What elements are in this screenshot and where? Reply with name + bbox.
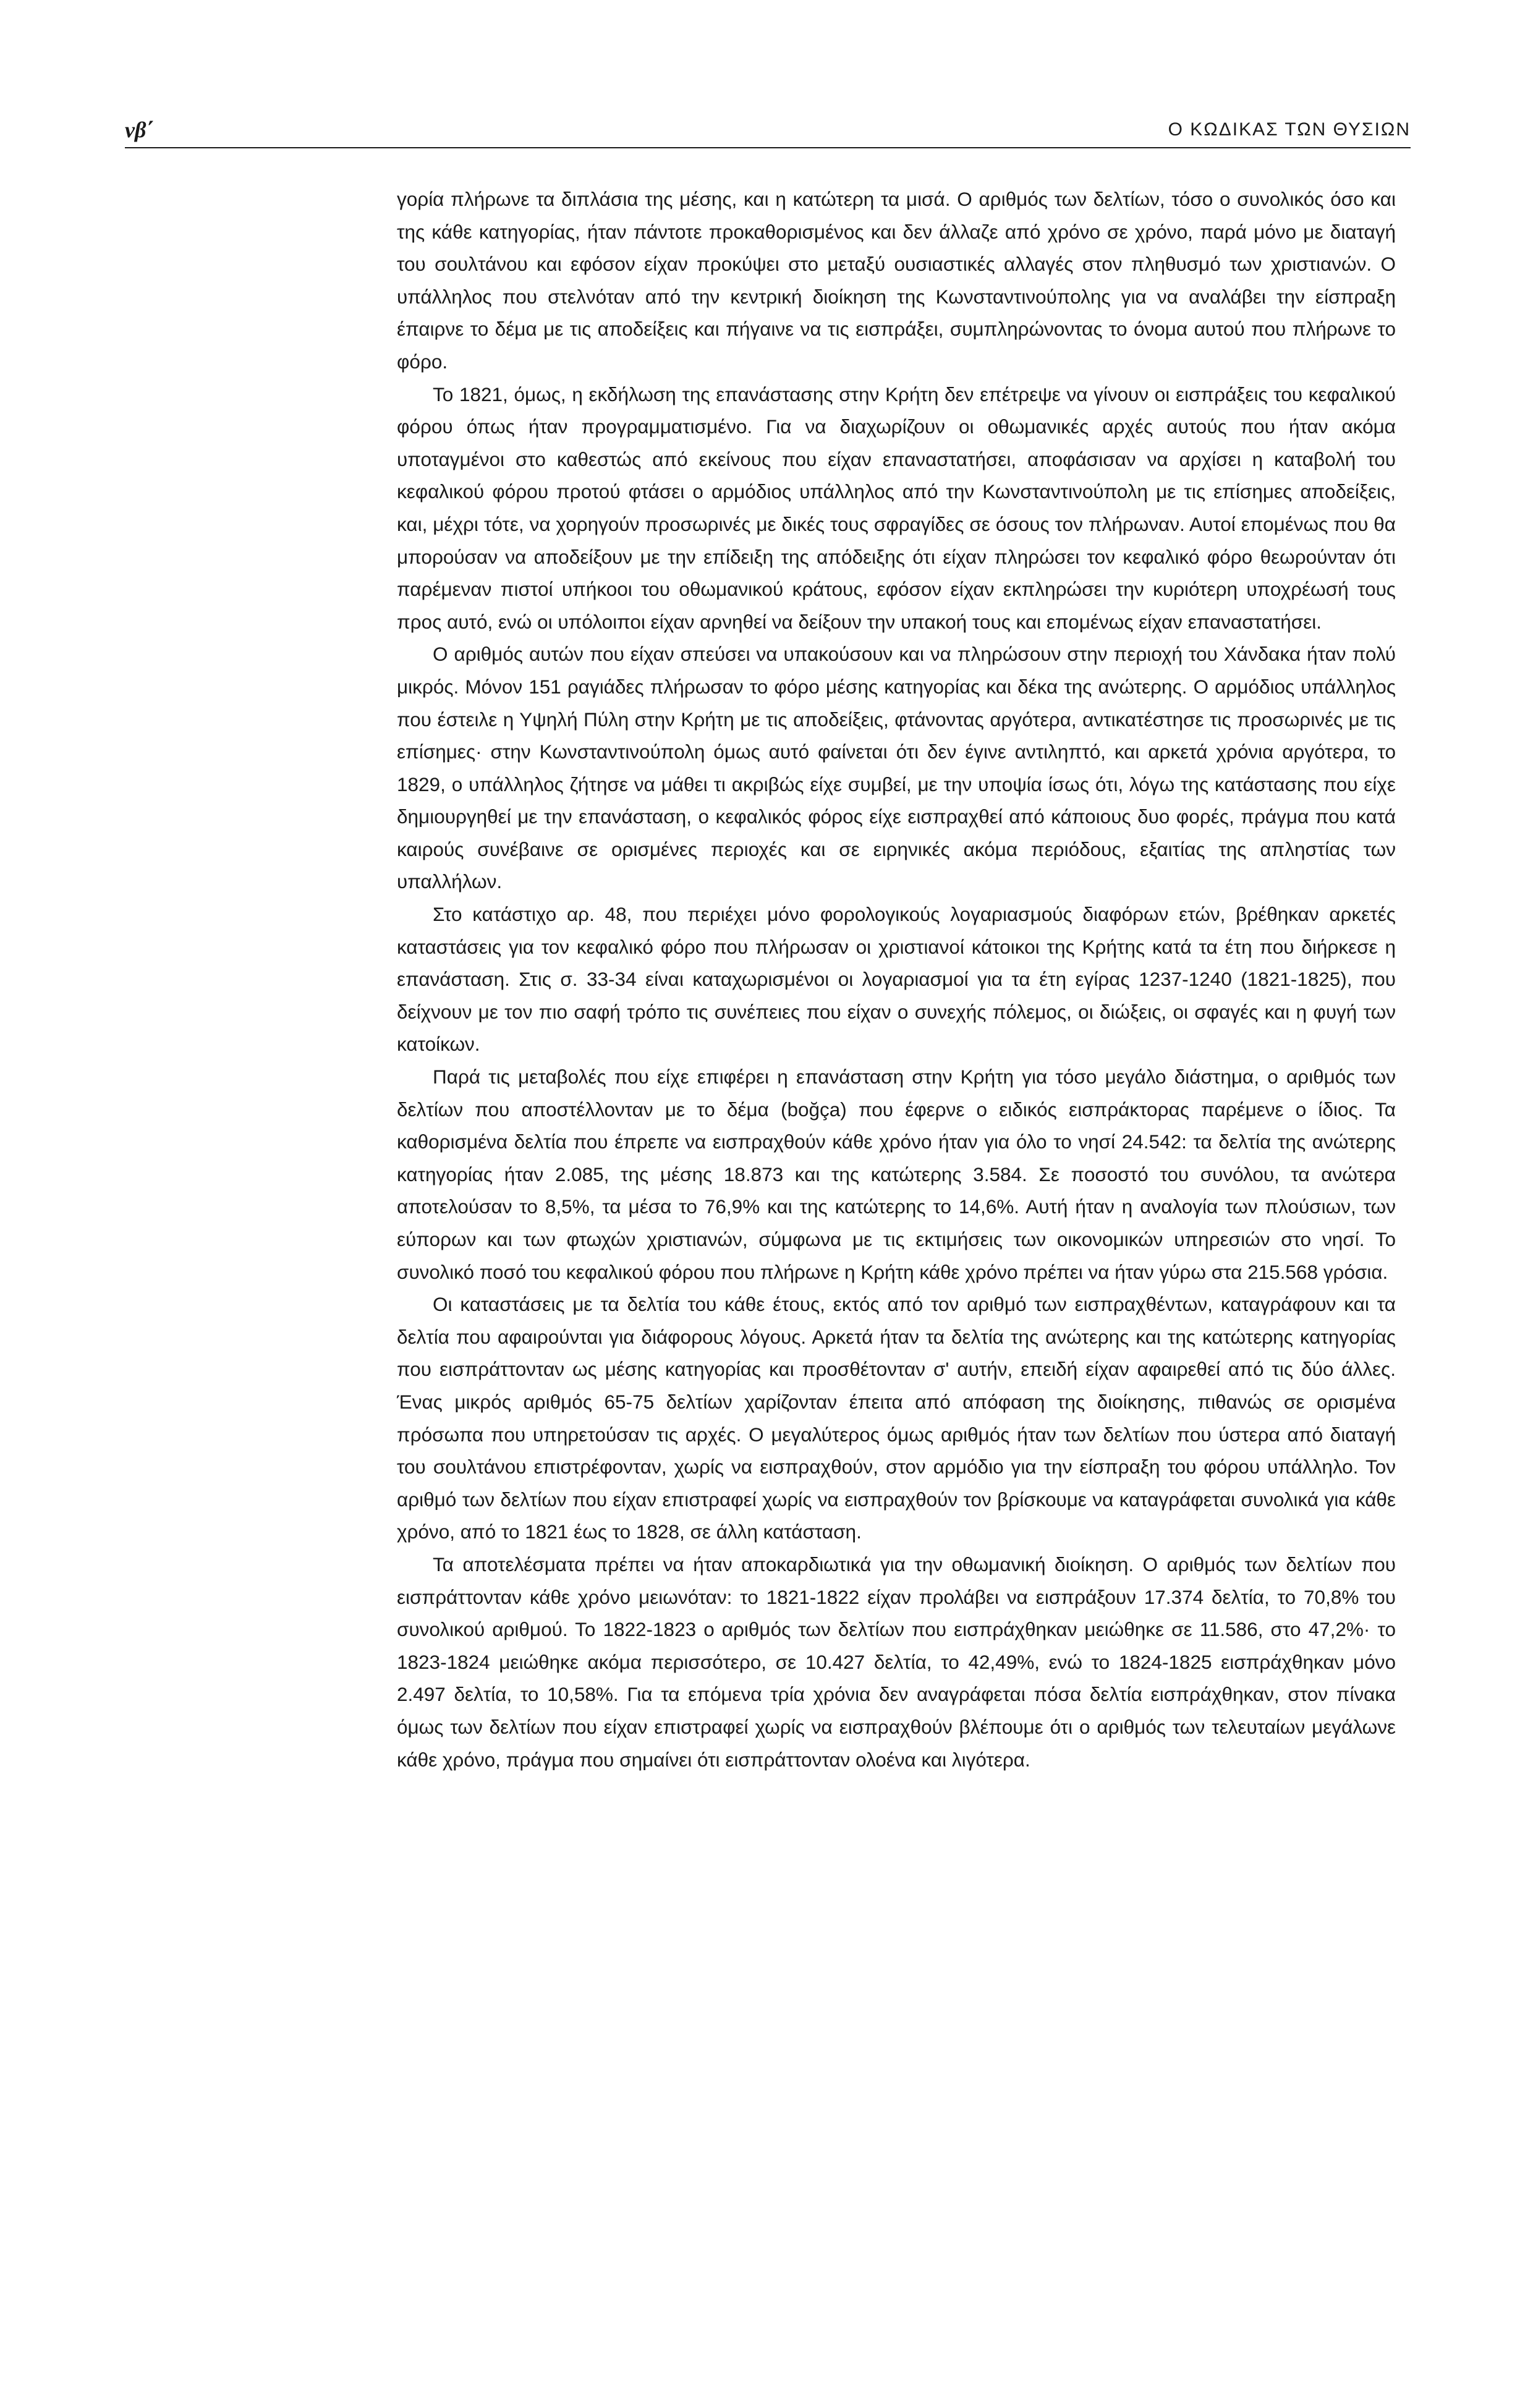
paragraph-3: Ο αριθμός αυτών που είχαν σπεύσει να υπακούσουν και να πληρώσουν στην περιοχή του Χάνδακα ήταν πολύ μικρός. Μόνον 151 ραγιάδες πλήρωσαν το φόρο μέσης κατηγορίας και δέκα της ανώτερης. Ο αρμόδιος υπάλληλος που έστειλε η Υψηλή Πύλη στην Κρήτη με τις αποδείξεις, φτάνοντας αργότερα, αντικατέστησε τις προσωρινές με τις επίσημες· στην Κωνσταντινούπολη όμως αυτό φαίνεται ότι δεν έγινε αντιληπτό, και αρκετά χρόνια αργότερα, το 1829, ο υπάλληλος ζήτησε να μάθει τι ακριβώς είχε συμβεί, με την υποψία ίσως ότι, λόγω της κατάστασης που είχε δημιουργηθεί με την επανάσταση, ο κεφαλικός φόρος είχε εισπραχθεί από κάποιους δυο φορές, πράγμα που κατά καιρούς συνέβαινε σε ορισμένες περιοχές και σε ειρηνικές ακόμα περιόδους, εξαιτίας της απληστίας των υπαλλήλων. (397, 643, 1396, 893)
body-text (397, 183, 1396, 1776)
running-head (125, 115, 1411, 145)
paragraph-1: γορία πλήρωνε τα διπλάσια της μέσης, και η κατώτερη τα μισά. Ο αριθμός των δελτίων, τόσο ο συνολικός όσο και της κάθε κατηγορίας, ήταν πάντοτε προκαθορισμένος και δεν άλλαζε από χρόνο σε χρόνο, παρά μόνο με διαταγή του σουλτάνου και εφόσον είχαν προκύψει στο μεταξύ ουσιαστικές αλλαγές στον πληθυσμό των χριστιανών. Ο υπάλληλος που στελνόταν από την κεντρική διοίκηση της Κωνσταντινούπολης για να αναλάβει την είσπραξη έπαιρνε το δέμα με τις αποδείξεις και πήγαινε να τις εισπράξει, συμπληρώνοντας το όνομα αυτού που πλήρωνε το φόρο. (397, 188, 1396, 373)
paragraph-5: Παρά τις μεταβολές που είχε επιφέρει η επανάσταση στην Κρήτη για τόσο μεγάλο διάστημα, ο αριθμός των δελτίων που αποστέλλονταν με το δέμα (boğça) που έφερνε ο ειδικός εισπράκτορας παρέμενε ο ίδιος. Τα καθορισμένα δελτία που έπρεπε να εισπραχθούν κάθε χρόνο ήταν για όλο το νησί 24.542: τα δελτία της ανώτερης κατηγορίας ήταν 2.085, της μέσης 18.873 και της κατώτερης 3.584. Σε ποσοστό του συνόλου, τα ανώτερα αποτελούσαν το 8,5%, τα μέσα το 76,9% και της κατώτερης το 14,6%. Αυτή ήταν η αναλογία των πλούσιων, των εύπορων και των φτωχών χριστιανών, σύμφωνα με τις εκτιμήσεις των οικονομικών υπηρεσιών στο νησί. Το συνολικό ποσό του κεφαλικού φόρου που πλήρωνε η Κρήτη κάθε χρόνο πρέπει να ήταν γύρω στα 215.568 γρόσια. (397, 1066, 1396, 1283)
header-rule (125, 147, 1411, 148)
paragraph-6: Οι καταστάσεις με τα δελτία του κάθε έτους, εκτός από τον αριθμό των εισπραχθέντων, καταγράφουν και τα δελτία που αφαιρούνται για διάφορους λόγους. Αρκετά ήταν τα δελτία της ανώτερης και της κατώτερης κατηγορίας που εισπράττονταν ως μέσης κατηγορίας και προσθέτονταν σ' αυτήν, επειδή είχαν αφαιρεθεί από τις δύο άλλες. Ένας μικρός αριθμός 65-75 δελτίων χαρίζονταν έπειτα από απόφαση της διοίκησης, πιθανώς σε ορισμένα πρόσωπα που υπηρετούσαν τις αρχές. Ο μεγαλύτερος όμως αριθμός ήταν των δελτίων που ύστερα από διαταγή του σουλτάνου επιστρέφονταν, χωρίς να εισπραχθούν, στον αρμόδιο για την είσπραξη του φόρου υπάλληλο. Τον αριθμό των δελτίων που είχαν επιστραφεί χωρίς να εισπραχθούν τον βρίσκουμε να καταγράφεται συνολικά για κάθε χρόνο, από το 1821 έως το 1828, σε άλλη κατάσταση. (397, 1293, 1396, 1543)
page-number: νβ΄ (125, 117, 154, 142)
running-title: Ο ΚΩΔΙΚΑΣ ΤΩΝ ΘΥΣΙΩΝ (1168, 119, 1411, 140)
paragraph-2: Το 1821, όμως, η εκδήλωση της επανάστασης στην Κρήτη δεν επέτρεψε να γίνουν οι εισπράξεις του κεφαλικού φόρου όπως ήταν προγραμματισμένο. Για να διαχωρίζουν οι οθωμανικές αρχές αυτούς που ήταν ακόμα υποταγμένοι στο καθεστώς από εκείνους που είχαν επαναστατήσει, αποφάσισαν να αρχίσει η καταβολή του κεφαλικού φόρου προτού φτάσει ο αρμόδιος υπάλληλος από την Κωνσταντινούπολη με τις επίσημες αποδείξεις, και, μέχρι τότε, να χορηγούν προσωρινές με δικές τους σφραγίδες σε όσους τον πλήρωναν. Αυτοί επομένως που θα μπορούσαν να αποδείξουν με την επίδειξη της απόδειξης ότι είχαν πληρώσει τον κεφαλικό φόρο θεωρούνταν ότι παρέμεναν πιστοί υπήκοοι του οθωμανικού κράτους, εφόσον είχαν εκπληρώσει την κυριότερη υποχρέωσή τους προς αυτό, ενώ οι υπόλοιποι είχαν αρνηθεί να δείξουν την υπακοή τους και επομένως είχαν επαναστατήσει. (397, 383, 1396, 633)
paragraph-7: Τα αποτελέσματα πρέπει να ήταν αποκαρδιωτικά για την οθωμανική διοίκηση. Ο αριθμός των δελτίων που εισπράττονταν κάθε χρόνο μειωνόταν: το 1821-1822 είχαν προλάβει να εισπράξουν 17.374 δελτία, το 70,8% του συνολικού αριθμού. Το 1822-1823 ο αριθμός των δελτίων που εισπράχθηκαν μειώθηκε σε 11.586, στο 47,2%· το 1823-1824 μειώθηκε ακόμα περισσότερο, σε 10.427 δελτία, το 42,49%, ενώ το 1824-1825 εισπράχθηκαν μόνο 2.497 δελτία, το 10,58%. Για τα επόμενα τρία χρόνια δεν αναγράφεται πόσα δελτία εισπράχθηκαν, στον πίνακα όμως των δελτίων που είχαν επιστραφεί χωρίς να εισπραχθούν βλέπουμε ότι ο αριθμός των τελευταίων μεγάλωνε κάθε χρόνο, πράγμα που σημαίνει ότι εισπράττονταν ολοένα και λιγότερα. (397, 1553, 1396, 1771)
paragraph-4: Στο κατάστιχο αρ. 48, που περιέχει μόνο φορολογικούς λογαριασμούς διαφόρων ετών, βρέθηκαν αρκετές καταστάσεις για τον κεφαλικό φόρο που πλήρωσαν οι χριστιανοί κάτοικοι της Κρήτης κατά τα έτη που διήρκεσε η επανάσταση. Στις σ. 33-34 είναι καταχωρισμένοι οι λογαριασμοί για τα έτη εγίρας 1237-1240 (1821-1825), που δείχνουν με τον πιο σαφή τρόπο τις συνέπειες που είχαν ο συνεχής πόλεμος, οι διώξεις, οι σφαγές και η φυγή των κατοίκων. (397, 903, 1396, 1056)
